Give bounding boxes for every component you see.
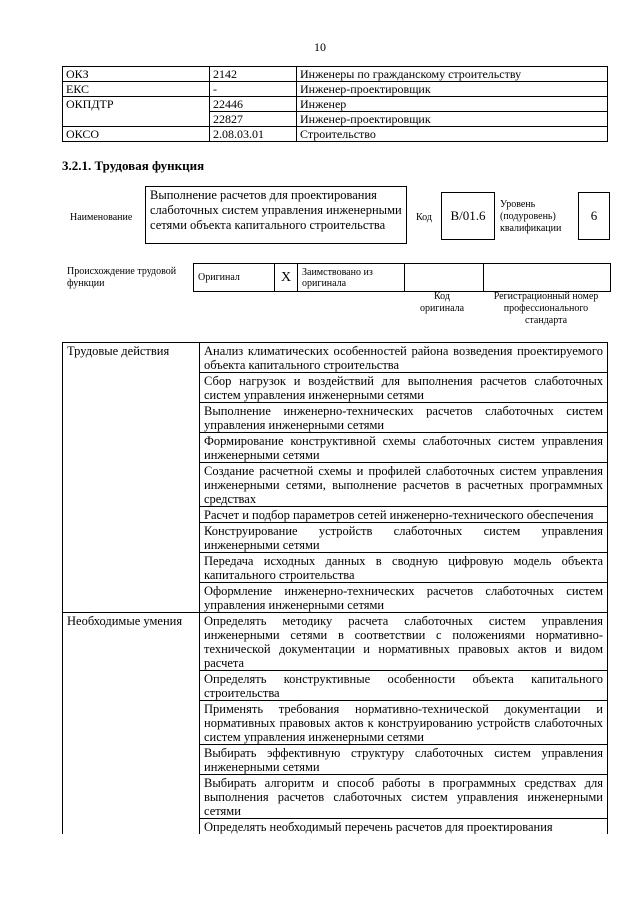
registration-number-cell [484,264,611,292]
labor-action-item: Выполнение инженерно-технических расчетов слаботочных систем управления инженерными сетями [200,403,608,433]
detail-row [63,523,608,553]
labor-actions-label: Трудовые действия [63,343,200,373]
section-heading: 3.2.1. Трудовая функция [62,158,205,173]
category-cell-continued [63,403,200,433]
function-name-box: Выполнение расчетов для проектирования слаботочных систем управления инженерными сетями объекта капитального строительства [145,186,407,244]
classifier-name: ОКСО [63,127,210,142]
detail-row [63,463,608,507]
function-code-box: В/01.6 [441,192,495,240]
detail-row [63,775,608,819]
original-cell [194,264,275,292]
detail-row [63,343,608,373]
level-label: Уровень (подуровень) квалификации [500,199,562,234]
skill-item: Выбирать алгоритм и способ работы в программных средствах для выполнения расчетов слаботочных систем управления инженерными сетями [200,775,608,819]
classifier-title: Инженер-проектировщик [297,112,608,127]
name-label: Наименование [70,212,133,223]
qualification-level-box: 6 [578,192,610,240]
category-cell-continued [63,523,200,553]
classifier-name: ЕКС [63,82,210,97]
original-code-cell [405,264,484,292]
classifier-row [63,82,608,97]
detail-row [63,819,608,835]
category-cell-continued [63,671,200,701]
classifier-code: 2.08.03.01 [210,127,297,142]
code-label: Код [416,212,432,223]
required-skills-label: Необходимые умения [63,613,200,671]
origin-table [193,263,611,292]
detail-row [63,403,608,433]
classifier-code: - [210,82,297,97]
classifier-name [63,112,210,127]
classifier-code: 22827 [210,112,297,127]
labor-action-item: Расчет и подбор параметров сетей инженерно-технического обеспечения [200,507,608,523]
origin-label: Происхождение трудовой функции [67,266,177,289]
labor-action-item: Конструирование устройств слаботочных систем управления инженерными сетями [200,523,608,553]
classifier-title: Инженер-проектировщик [297,82,608,97]
labor-action-item: Создание расчетной схемы и профилей слаботочных систем управления инженерными сетями, выполнение расчетов в расчетных программных средствах [200,463,608,507]
detail-row [63,613,608,671]
classifier-title: Инженеры по гражданскому строительству [297,67,608,82]
labor-function-details-table [62,342,608,834]
classifier-row [63,112,608,127]
detail-row [63,745,608,775]
detail-row [63,583,608,613]
category-cell-continued [63,463,200,507]
page-number: 10 [314,40,326,54]
classifier-row [63,67,608,82]
category-cell-continued [63,373,200,403]
original-mark: X [275,264,298,292]
category-cell-continued [63,433,200,463]
category-cell-continued [63,583,200,613]
skill-item: Определять методику расчета слаботочных систем управления инженерными сетями в соответствии с положениями нормативно-технической документации и нормативных правовых актов и видом расчета [200,613,608,671]
category-cell-continued [63,507,200,523]
borrowed-label: Заимствовано из оригинала [298,264,405,292]
detail-row [63,701,608,745]
skill-item: Применять требования нормативно-технической документации и нормативных правовых актов к конструированию устройств слаботочных систем управления инженерными сетями [200,701,608,745]
registration-number-caption: Регистрационный номер профессионального стандарта [493,291,599,326]
category-cell-continued [63,775,200,819]
category-cell-continued [63,701,200,745]
classifier-row [63,127,608,142]
detail-row [63,433,608,463]
classifier-codes-table [62,66,608,142]
labor-action-item: Анализ климатических особенностей района возведения проектируемого объекта капитального строительства [200,343,608,373]
detail-row [63,507,608,523]
labor-action-item: Оформление инженерно-технических расчетов слаботочных систем управления инженерными сетями [200,583,608,613]
classifier-title: Инженер [297,97,608,112]
original-label: Оригинал [198,272,240,283]
classifier-code: 2142 [210,67,297,82]
detail-row [63,553,608,583]
skill-item: Определять необходимый перечень расчетов для проектирования [200,819,608,835]
labor-action-item: Формирование конструктивной схемы слаботочных систем управления инженерными сетями [200,433,608,463]
detail-row [63,373,608,403]
classifier-code: 22446 [210,97,297,112]
code-original-caption: Код оригинала [419,291,465,314]
category-cell-continued [63,553,200,583]
skill-item: Выбирать эффективную структуру слаботочных систем управления инженерными сетями [200,745,608,775]
detail-row [63,671,608,701]
category-cell-continued [63,745,200,775]
classifier-row [63,97,608,112]
classifier-title: Строительство [297,127,608,142]
labor-action-item: Сбор нагрузок и воздействий для выполнения расчетов слаботочных систем управления инженерными сетями [200,373,608,403]
category-cell-continued [63,819,200,835]
skill-item: Определять конструктивные особенности объекта капитального строительства [200,671,608,701]
classifier-name: ОКЗ [63,67,210,82]
classifier-name: ОКПДТР [63,97,210,112]
labor-action-item: Передача исходных данных в сводную цифровую модель объекта капитального строительства [200,553,608,583]
